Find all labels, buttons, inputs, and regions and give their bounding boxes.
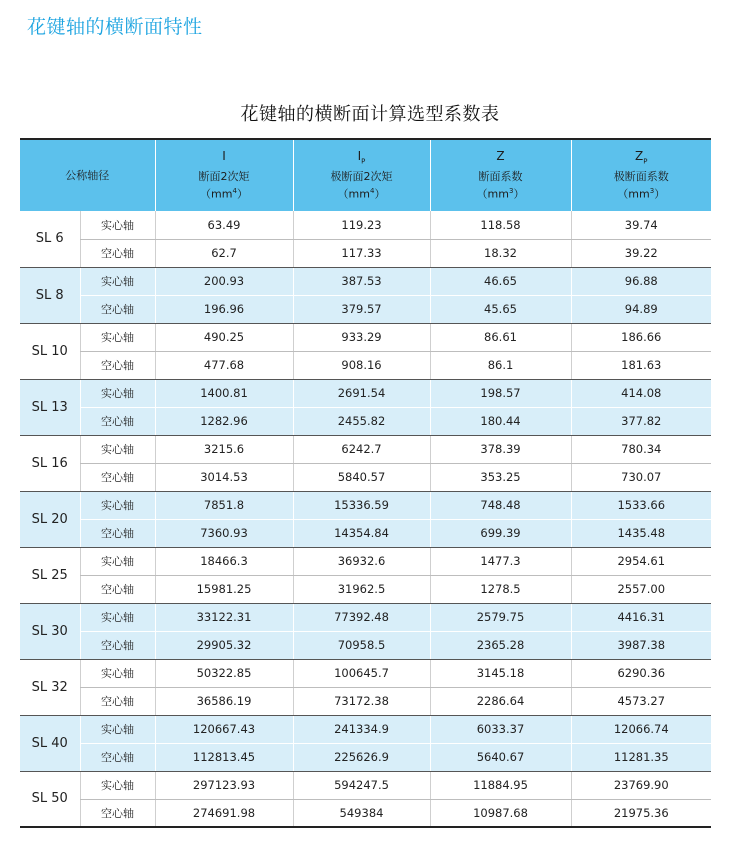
value-cell: 2954.61 [571, 547, 711, 575]
value-cell: 297123.93 [155, 771, 293, 799]
value-cell: 180.44 [430, 407, 571, 435]
shaft-type-cell: 实心轴 [80, 771, 155, 799]
value-cell: 63.49 [155, 211, 293, 239]
table-row [20, 239, 711, 267]
value-cell: 2286.64 [430, 687, 571, 715]
value-cell: 3215.6 [155, 435, 293, 463]
value-cell: 186.66 [571, 323, 711, 351]
header-polar-moment: $I_P$ 极断面2次矩 $(mm^4)$ [293, 139, 430, 211]
shaft-type-cell: 空心轴 [80, 799, 155, 827]
value-cell: 11281.35 [571, 743, 711, 771]
model-cell: SL 40 [20, 715, 80, 771]
shaft-type-cell: 实心轴 [80, 603, 155, 631]
value-cell: 86.61 [430, 323, 571, 351]
value-cell: 6290.36 [571, 659, 711, 687]
row-group-sl8 [20, 267, 711, 323]
shaft-type-cell: 空心轴 [80, 407, 155, 435]
value-cell: 1477.3 [430, 547, 571, 575]
shaft-type-cell: 实心轴 [80, 715, 155, 743]
value-cell: 96.88 [571, 267, 711, 295]
table-row [20, 463, 711, 491]
model-cell: SL 16 [20, 435, 80, 491]
shaft-type-cell: 实心轴 [80, 547, 155, 575]
shaft-type-cell: 实心轴 [80, 659, 155, 687]
page-heading: 花键轴的横断面特性 [27, 16, 203, 38]
value-cell: 21975.36 [571, 799, 711, 827]
value-cell: 198.57 [430, 379, 571, 407]
value-cell: 4416.31 [571, 603, 711, 631]
value-cell: 1400.81 [155, 379, 293, 407]
value-cell: 77392.48 [293, 603, 430, 631]
value-cell: 200.93 [155, 267, 293, 295]
value-cell: 7851.8 [155, 491, 293, 519]
value-cell: 36586.19 [155, 687, 293, 715]
value-cell: 29905.32 [155, 631, 293, 659]
value-cell: 73172.38 [293, 687, 430, 715]
value-cell: 730.07 [571, 463, 711, 491]
shaft-type-cell: 实心轴 [80, 491, 155, 519]
value-cell: 353.25 [430, 463, 571, 491]
shaft-type-cell: 空心轴 [80, 519, 155, 547]
shaft-type-cell: 空心轴 [80, 687, 155, 715]
table-row [20, 631, 711, 659]
row-group-sl25 [20, 547, 711, 603]
table-row [20, 743, 711, 771]
value-cell: 414.08 [571, 379, 711, 407]
value-cell: 15336.59 [293, 491, 430, 519]
value-cell: 594247.5 [293, 771, 430, 799]
shaft-type-cell: 实心轴 [80, 211, 155, 239]
shaft-type-cell: 空心轴 [80, 631, 155, 659]
table-row [20, 547, 711, 575]
value-cell: 3145.18 [430, 659, 571, 687]
table-row [20, 267, 711, 295]
value-cell: 46.65 [430, 267, 571, 295]
row-group-sl50 [20, 771, 711, 827]
shaft-type-cell: 实心轴 [80, 435, 155, 463]
value-cell: 70958.5 [293, 631, 430, 659]
header-polar-section-modulus: $Z_P$ 极断面系数 $(mm^3)$ [571, 139, 711, 211]
model-cell: SL 13 [20, 379, 80, 435]
model-cell: SL 6 [20, 211, 80, 267]
value-cell: 31962.5 [293, 575, 430, 603]
value-cell: 86.1 [430, 351, 571, 379]
value-cell: 6242.7 [293, 435, 430, 463]
value-cell: 1435.48 [571, 519, 711, 547]
value-cell: 780.34 [571, 435, 711, 463]
value-cell: 100645.7 [293, 659, 430, 687]
value-cell: 2691.54 [293, 379, 430, 407]
value-cell: 1278.5 [430, 575, 571, 603]
value-cell: 933.29 [293, 323, 430, 351]
table-row [20, 715, 711, 743]
table-row [20, 435, 711, 463]
value-cell: 119.23 [293, 211, 430, 239]
value-cell: 39.74 [571, 211, 711, 239]
spline-shaft-section-table [20, 138, 711, 828]
table-title: 花键轴的横断面计算选型系数表 [240, 104, 500, 125]
value-cell: 699.39 [430, 519, 571, 547]
value-cell: 2455.82 [293, 407, 430, 435]
table-header-row [20, 139, 711, 211]
table-row [20, 323, 711, 351]
value-cell: 549384 [293, 799, 430, 827]
value-cell: 748.48 [430, 491, 571, 519]
value-cell: 45.65 [430, 295, 571, 323]
value-cell: 378.39 [430, 435, 571, 463]
model-cell: SL 30 [20, 603, 80, 659]
row-group-sl13 [20, 379, 711, 435]
value-cell: 908.16 [293, 351, 430, 379]
value-cell: 112813.45 [155, 743, 293, 771]
value-cell: 14354.84 [293, 519, 430, 547]
table-row [20, 603, 711, 631]
value-cell: 2557.00 [571, 575, 711, 603]
value-cell: 15981.25 [155, 575, 293, 603]
value-cell: 10987.68 [430, 799, 571, 827]
table-row [20, 799, 711, 827]
model-cell: SL 10 [20, 323, 80, 379]
table-row [20, 659, 711, 687]
shaft-type-cell: 空心轴 [80, 239, 155, 267]
value-cell: 5640.67 [430, 743, 571, 771]
value-cell: 377.82 [571, 407, 711, 435]
table-row [20, 407, 711, 435]
shaft-type-cell: 空心轴 [80, 743, 155, 771]
table-row [20, 379, 711, 407]
value-cell: 477.68 [155, 351, 293, 379]
value-cell: 6033.37 [430, 715, 571, 743]
shaft-type-cell: 空心轴 [80, 351, 155, 379]
value-cell: 117.33 [293, 239, 430, 267]
value-cell: 36932.6 [293, 547, 430, 575]
value-cell: 4573.27 [571, 687, 711, 715]
shaft-type-cell: 空心轴 [80, 295, 155, 323]
table-row [20, 519, 711, 547]
value-cell: 5840.57 [293, 463, 430, 491]
value-cell: 3014.53 [155, 463, 293, 491]
table-row [20, 687, 711, 715]
value-cell: 18466.3 [155, 547, 293, 575]
value-cell: 62.7 [155, 239, 293, 267]
value-cell: 379.57 [293, 295, 430, 323]
value-cell: 225626.9 [293, 743, 430, 771]
table-row [20, 351, 711, 379]
value-cell: 2579.75 [430, 603, 571, 631]
value-cell: 387.53 [293, 267, 430, 295]
row-group-sl10 [20, 323, 711, 379]
value-cell: 33122.31 [155, 603, 293, 631]
value-cell: 11884.95 [430, 771, 571, 799]
value-cell: 23769.90 [571, 771, 711, 799]
header-section-modulus: Z 断面系数 $(mm^3)$ [430, 139, 571, 211]
model-cell: SL 50 [20, 771, 80, 827]
value-cell: 241334.9 [293, 715, 430, 743]
value-cell: 94.89 [571, 295, 711, 323]
shaft-type-cell: 空心轴 [80, 575, 155, 603]
row-group-sl40 [20, 715, 711, 771]
row-group-sl20 [20, 491, 711, 547]
value-cell: 274691.98 [155, 799, 293, 827]
value-cell: 3987.38 [571, 631, 711, 659]
value-cell: 196.96 [155, 295, 293, 323]
value-cell: 12066.74 [571, 715, 711, 743]
shaft-type-cell: 实心轴 [80, 323, 155, 351]
value-cell: 50322.85 [155, 659, 293, 687]
model-cell: SL 25 [20, 547, 80, 603]
shaft-type-cell: 实心轴 [80, 379, 155, 407]
table-row [20, 491, 711, 519]
row-group-sl16 [20, 435, 711, 491]
value-cell: 181.63 [571, 351, 711, 379]
shaft-type-cell: 实心轴 [80, 267, 155, 295]
row-group-sl32 [20, 659, 711, 715]
header-moment-of-inertia: I 断面2次矩 $(mm^4)$ [155, 139, 293, 211]
table-row [20, 575, 711, 603]
table-row [20, 211, 711, 239]
model-cell: SL 8 [20, 267, 80, 323]
model-cell: SL 32 [20, 659, 80, 715]
value-cell: 2365.28 [430, 631, 571, 659]
value-cell: 1533.66 [571, 491, 711, 519]
model-cell: SL 20 [20, 491, 80, 547]
row-group-sl6 [20, 211, 711, 267]
row-group-sl30 [20, 603, 711, 659]
value-cell: 490.25 [155, 323, 293, 351]
table-row [20, 295, 711, 323]
shaft-type-cell: 空心轴 [80, 463, 155, 491]
value-cell: 118.58 [430, 211, 571, 239]
value-cell: 18.32 [430, 239, 571, 267]
value-cell: 39.22 [571, 239, 711, 267]
header-nominal-diameter: 公称轴径 [20, 139, 155, 211]
value-cell: 120667.43 [155, 715, 293, 743]
value-cell: 1282.96 [155, 407, 293, 435]
value-cell: 7360.93 [155, 519, 293, 547]
table-row [20, 771, 711, 799]
